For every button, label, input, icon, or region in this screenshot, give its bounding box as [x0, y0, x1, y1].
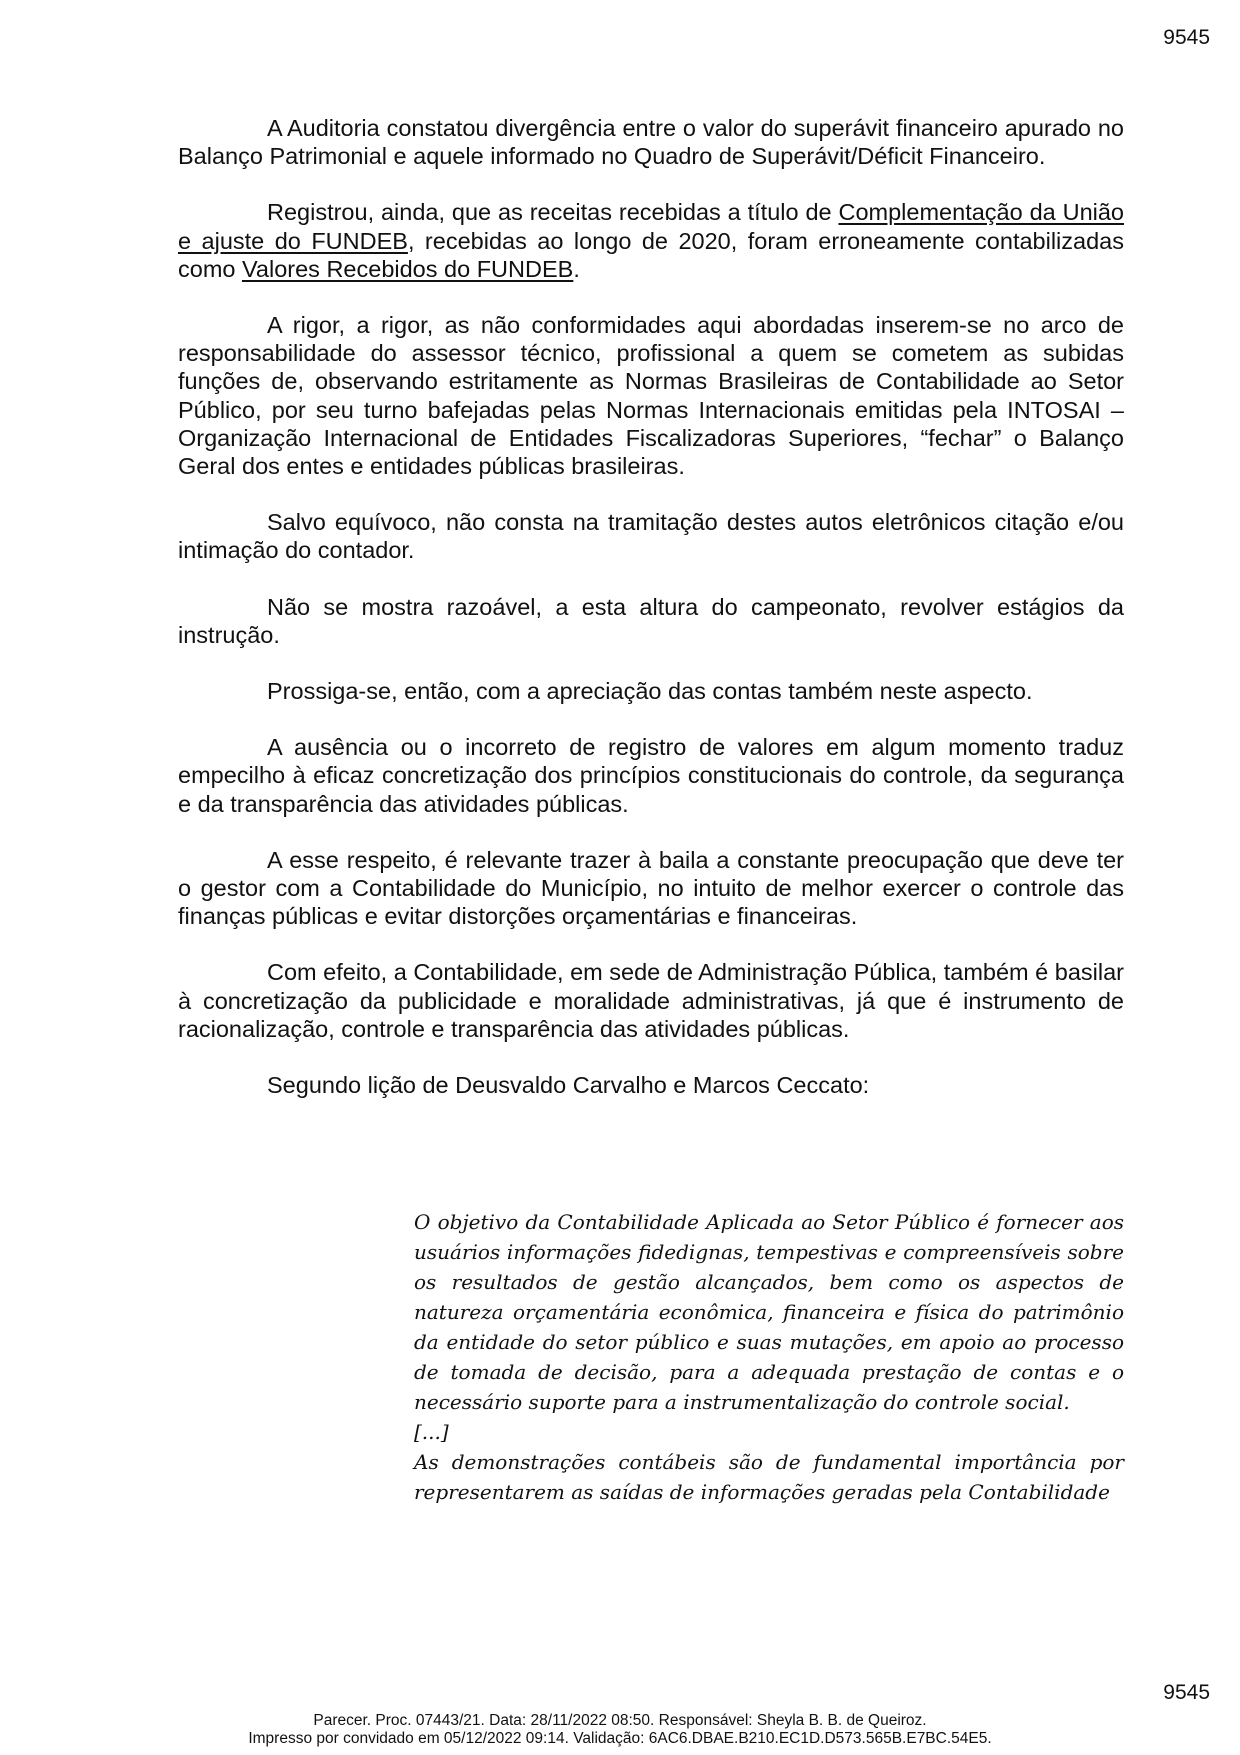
paragraph-com-efeito: Com efeito, a Contabilidade, em sede de Administração Pública, também é basilar à concretização da publicidade e moralidade administrativas, já que é instrumento de racionalização, controle e transparência das atividades públicas.	[178, 959, 1124, 1042]
paragraph-salvo-equivoco: Salvo equívoco, não consta na tramitação destes autos eletrônicos citação e/ou intimação do contador.	[178, 509, 1124, 564]
paragraph-text: .	[573, 255, 580, 282]
block-quote	[414, 1207, 1124, 1507]
paragraph-rigor: A rigor, a rigor, as não conformidades aqui abordadas inserem-se no arco de responsabilidade do assessor técnico, profissional a quem se cometem as subidas funções de, observando estritamente as Normas Brasileiras de Contabilidade ao Setor Público, por seu turno bafejadas pelas Normas Internacionais emitidas pela INTOSAI – Organização Internacional de Entidades Fiscalizadoras Superiores, “fechar” o Balanço Geral dos entes e entidades públicas brasileiras.	[178, 312, 1124, 480]
page-number-bottom: 9545	[1163, 1681, 1210, 1704]
paragraph-esse-respeito: A esse respeito, é relevante trazer à baila a constante preocupação que deve ter o gestor com a Contabilidade do Município, no intuito de melhor exercer o controle das finanças públicas e evitar distorções orçamentárias e financeiras.	[178, 846, 1124, 930]
footer-process-line: Parecer. Proc. 07443/21. Data: 28/11/2022 08:50. Responsável: Sheyla B. B. de Queiroz.	[313, 1712, 927, 1729]
paragraph-nao-razoavel: Não se mostra razoável, a esta altura do campeonato, revolver estágios da instrução.	[178, 593, 1124, 648]
paragraph-prossiga: Prossiga-se, então, com a apreciação das contas também neste aspecto.	[267, 678, 1033, 705]
paragraph-text: , recebidas ao longo de 2020, foram erroneamente contabilizadas como	[178, 227, 1124, 282]
document-footer	[0, 1712, 1240, 1748]
quote-paragraph-demonstracoes: As demonstrações contábeis são de fundamental importância por representarem as saídas de informações geradas pela Contabilidade	[414, 1450, 1124, 1504]
underlined-term-valores-recebidos: Valores Recebidos do FUNDEB	[242, 255, 574, 282]
document-body	[178, 114, 1124, 1127]
paragraph-auditoria: A Auditoria constatou divergência entre o valor do superávit financeiro apurado no Balanço Patrimonial e aquele informado no Quadro de Superávit/Déficit Financeiro.	[178, 115, 1124, 170]
underlined-term-complementacao: Complementação da União e ajuste do FUNDEB	[178, 199, 1124, 254]
quote-ellipsis: [...]	[414, 1420, 449, 1444]
footer-validation-line: Impresso por convidado em 05/12/2022 09:14. Validação: 6AC6.DBAE.B210.EC1D.D573.565B.E7BC.54E5.	[248, 1730, 992, 1747]
paragraph-registrou	[178, 198, 1124, 283]
page-number-top: 9545	[1163, 26, 1210, 49]
quote-paragraph-objetivo: O objetivo da Contabilidade Aplicada ao Setor Público é fornecer aos usuários informações fidedignas, tempestivas e compreensíveis sobre os resultados de gestão alcançados, bem como os aspectos de natureza orçamentária econômica, financeira e física do patrimônio da entidade do setor público e suas mutações, em apoio ao processo de tomada de decisão, para a adequada prestação de contas e o necessário suporte para a instrumentalização do controle social.	[414, 1210, 1124, 1414]
paragraph-segundo-licao: Segundo lição de Deusvaldo Carvalho e Marcos Ceccato:	[267, 1072, 870, 1099]
paragraph-ausencia: A ausência ou o incorreto de registro de valores em algum momento traduz empecilho à eficaz concretização dos princípios constitucionais do controle, da segurança e da transparência das atividades públicas.	[178, 734, 1124, 817]
paragraph-text: Registrou, ainda, que as receitas recebidas a título de	[267, 199, 839, 226]
